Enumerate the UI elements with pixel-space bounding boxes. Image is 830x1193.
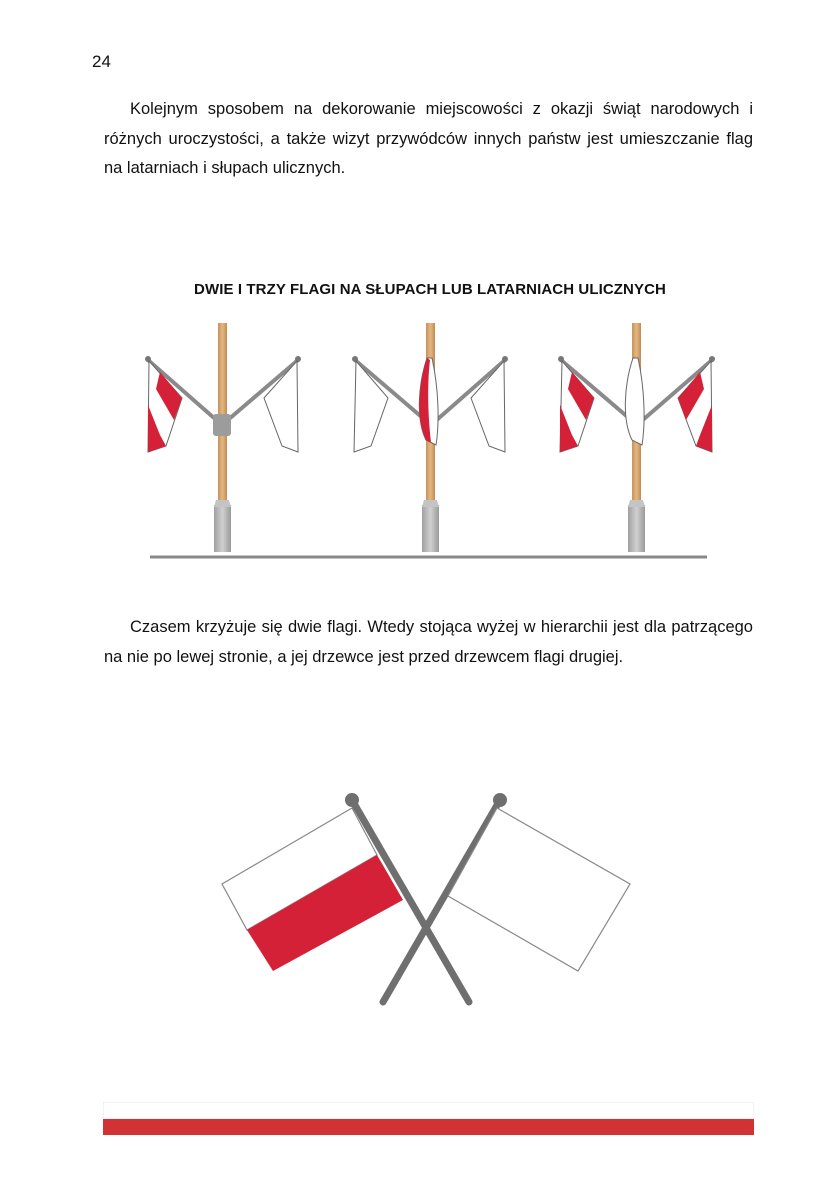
- right-white-flag: [448, 808, 630, 971]
- intro-paragraph: Kolejnym sposobem na dekorowanie miejscowości z okazji świąt narodowych i różnych uroczystości, a także wizyt przywódców innych państw jest umieszczanie flag na latarniach i słupach ulicznych.: [104, 100, 753, 177]
- left-polish-flag: [222, 808, 403, 971]
- figure-title: DWIE I TRZY FLAGI NA SŁUPACH LUB LATARNIACH ULICZNYCH: [194, 281, 666, 298]
- footer-flag-band: [103, 1102, 754, 1136]
- crossed-flags-paragraph: Czasem krzyżuje się dwie flagi. Wtedy stojąca wyżej w hierarchii jest dla patrzącego na nie po lewej stronie, a jej drzewce jest przed drzewcem flagi drugiej.: [104, 618, 753, 666]
- page-number: 24: [92, 52, 111, 71]
